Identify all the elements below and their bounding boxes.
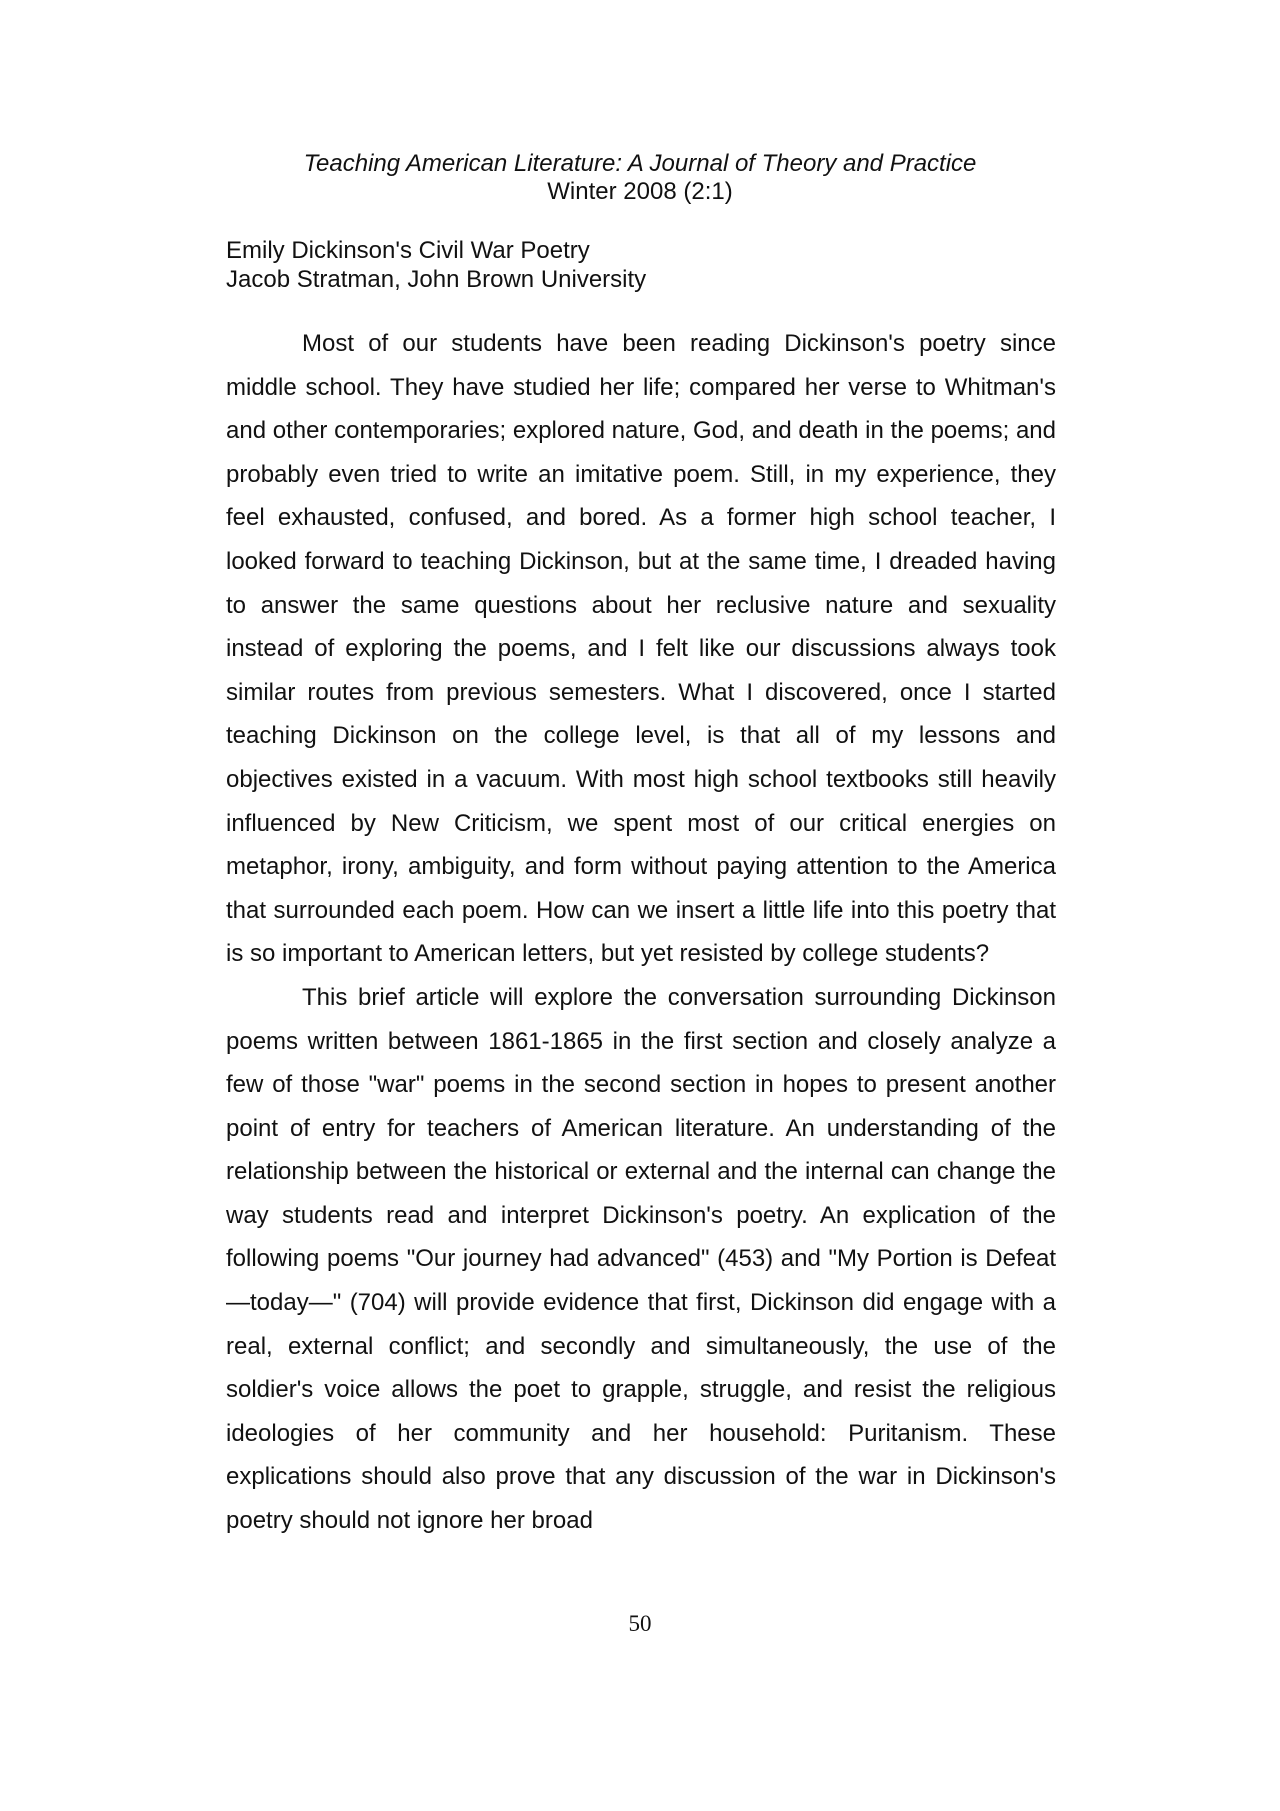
journal-issue: Winter 2008 (2:1)	[547, 178, 733, 205]
article-author: Jacob Stratman, John Brown University	[226, 266, 647, 293]
journal-title: Teaching American Literature: A Journal of Theory and Practice	[303, 150, 977, 177]
body-paragraph: Most of our students have been reading Dickinson's poetry since middle school. They have studied her life; compared her verse to Whitman's and other contemporaries; explored nature, God, and death in the poems; and probably even tried to write an imitative poem. Still, in my experience, they feel exhausted, confused, and bored. As a former high school teacher, I looked forward to teaching Dickinson, but at the same time, I dreaded having to answer the same questions about her reclusive nature and sexuality instead of exploring the poems, and I felt like our discussions always took similar routes from previous semesters. What I discovered, once I started teaching Dickinson on the college level, is that all of my lessons and objectives existed in a vacuum. With most high school textbooks still heavily influenced by New Criticism, we spent most of our critical energies on metaphor, irony, ambiguity, and form without paying attention to the America that surrounded each poem. How can we insert a little life into this poetry that is so important to American letters, but yet resisted by college students?	[226, 330, 1056, 968]
body-paragraph: This brief article will explore the conversation surrounding Dickinson poems written between 1861-1865 in the first section and closely analyze a few of those "war" poems in the second section in hopes to present another point of entry for teachers of American literature. An understanding of the relationship between the historical or external and the internal can change the way students read and interpret Dickinson's poetry. An explication of the following poems "Our journey had advanced" (453) and "My Portion is Defeat—today—" (704) will provide evidence that first, Dickinson did engage with a real, external conflict; and secondly and simultaneously, the use of the soldier's voice allows the poet to grapple, struggle, and resist the religious ideologies of her community and her household: Puritanism. These explications should also prove that any discussion of the war in Dickinson's poetry should not ignore her broad	[226, 983, 1056, 1535]
journal-header	[0, 150, 1280, 206]
article-title: Emily Dickinson's Civil War Poetry	[226, 237, 590, 264]
page-number: 50	[628, 1611, 652, 1636]
article-meta	[226, 236, 646, 294]
article-body	[226, 322, 1056, 1543]
